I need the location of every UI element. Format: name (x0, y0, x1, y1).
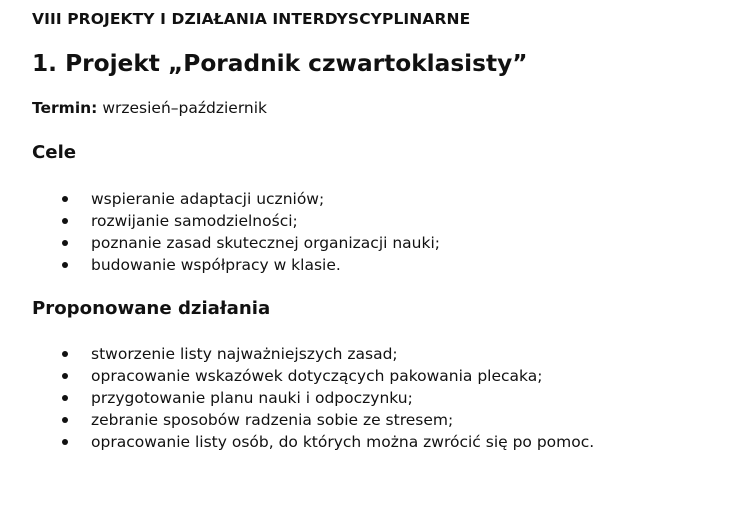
document-page (32, 8, 730, 451)
list-item-text: stworzenie listy najważniejszych zasad; (91, 345, 398, 363)
bullet-icon (62, 351, 68, 357)
bullet-icon (62, 196, 68, 202)
goals-list (32, 188, 440, 276)
list-item-text: opracowanie wskazówek dotyczących pakowania plecaka; (91, 367, 543, 385)
list-item (32, 254, 440, 276)
list-item (32, 232, 440, 254)
list-item (32, 343, 594, 365)
list-item-text: budowanie współpracy w klasie. (91, 256, 341, 274)
bullet-icon (62, 417, 68, 423)
list-item (32, 188, 440, 210)
bullet-icon (62, 218, 68, 224)
project-title: 1. Projekt „Poradnik czwartoklasisty” (32, 50, 528, 77)
list-item-text: rozwijanie samodzielności; (91, 212, 298, 230)
bullet-icon (62, 373, 68, 379)
list-item (32, 409, 594, 431)
bullet-icon (62, 439, 68, 445)
actions-list (32, 343, 594, 453)
list-item-text: wspieranie adaptacji uczniów; (91, 190, 325, 208)
bullet-icon (62, 240, 68, 246)
list-item (32, 431, 594, 453)
term-value: wrzesień–październik (102, 99, 268, 117)
bullet-icon (62, 262, 68, 268)
term-line (32, 97, 267, 119)
bullet-icon (62, 395, 68, 401)
list-item-text: zebranie sposobów radzenia sobie ze stresem; (91, 411, 454, 429)
goals-heading: Cele (32, 142, 77, 163)
list-item-text: poznanie zasad skutecznej organizacji nauki; (91, 234, 441, 252)
list-item-text: przygotowanie planu nauki i odpoczynku; (91, 389, 413, 407)
list-item-text: opracowanie listy osób, do których można zwrócić się po pomoc. (91, 433, 595, 451)
list-item (32, 210, 440, 232)
list-item (32, 387, 594, 409)
list-item (32, 365, 594, 387)
actions-heading: Proponowane działania (32, 298, 271, 319)
term-label: Termin: (32, 99, 98, 117)
section-title: VIII PROJEKTY I DZIAŁANIA INTERDYSCYPLINARNE (32, 10, 471, 28)
